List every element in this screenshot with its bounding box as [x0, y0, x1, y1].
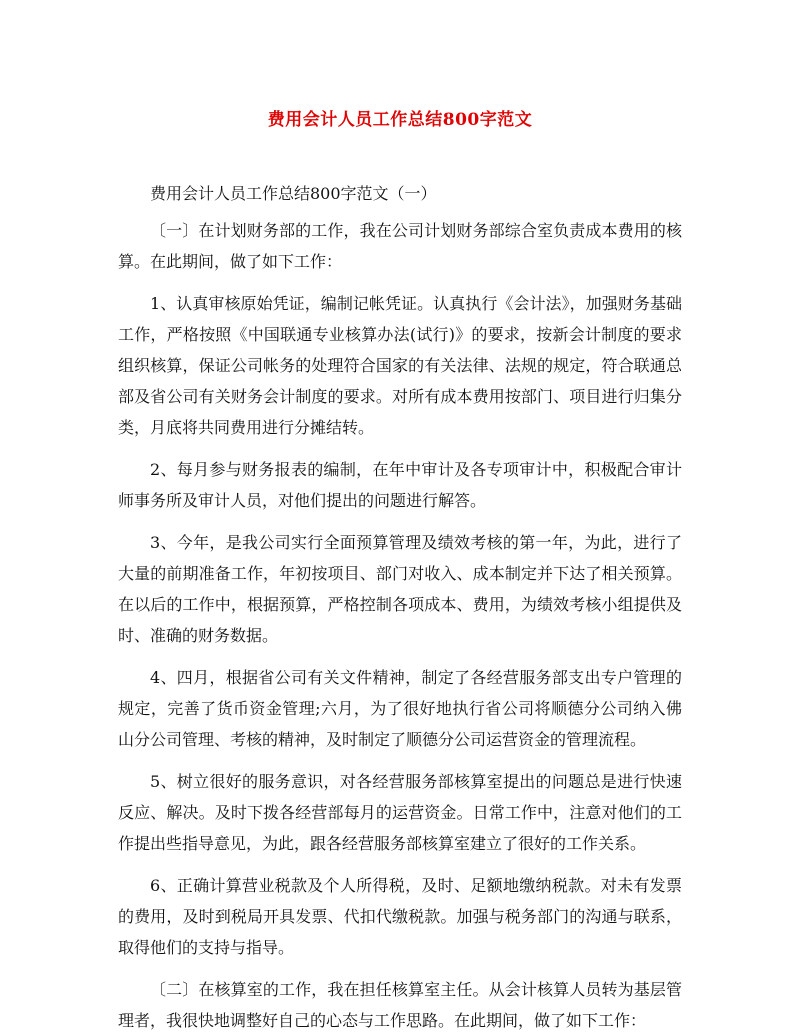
paragraph-item-1: 1、认真审核原始凭证，编制记帐凭证。认真执行《会计法》，加强财务基础工作，严格按照《中国联通专业核算办法(试行)》的要求，按新会计制度的要求组织核算，保证公司帐务的处理符合国家的有关法律、法规的规定，符合联通总部及省公司有关财务会计制度的要求。对所有成本费用按部门、项目进行归集分类，月底将共同费用进行分摊结转。: [118, 294, 682, 437]
paragraph-item-3: 3、今年，是我公司实行全面预算管理及绩效考核的第一年，为此，进行了大量的前期准备工作，年初按项目、部门对收入、成本制定并下达了相关预算。在以后的工作中，根据预算，严格控制各项成本、费用，为绩效考核小组提供及时、准确的财务数据。: [118, 533, 682, 645]
paragraph-item-5: 5、树立很好的服务意识，对各经营服务部核算室提出的问题总是进行快速反应、解决。及时下拨各经营部每月的运营资金。日常工作中，注意对他们的工作提出些指导意见，为此，跟各经营服务部核算室建立了很好的工作关系。: [118, 772, 682, 853]
paragraph-item-4: 4、四月，根据省公司有关文件精神，制定了各经营服务部支出专户管理的规定，完善了货币资金管理;六月，为了很好地执行省公司将顺德分公司纳入佛山分公司管理、考核的精神，及时制定了顺德分公司运营资金的管理流程。: [118, 668, 682, 749]
paragraph-section-2-intro: 〔二〕在核算室的工作，我在担任核算室主任。从会计核算人员转为基层管理者，我很快地调整好自己的心态与工作思路。在此期间，做了如下工作：: [118, 980, 682, 1030]
document-body: [118, 178, 682, 1036]
paragraph-section-1-intro: 〔一〕在计划财务部的工作，我在公司计划财务部综合室负责成本费用的核算。在此期间，做了如下工作：: [118, 221, 682, 271]
document-subtitle: 费用会计人员工作总结800字范文（一）: [150, 184, 437, 203]
paragraph-item-6: 6、正确计算营业税款及个人所得税，及时、足额地缴纳税款。对未有发票的费用，及时到税局开具发票、代扣代缴税款。加强与税务部门的沟通与联系，取得他们的支持与指导。: [118, 876, 682, 957]
document-title: 费用会计人员工作总结800字范文: [267, 110, 533, 130]
paragraph-item-2: 2、每月参与财务报表的编制，在年中审计及各专项审计中，积极配合审计师事务所及审计人员，对他们提出的问题进行解答。: [118, 460, 682, 510]
